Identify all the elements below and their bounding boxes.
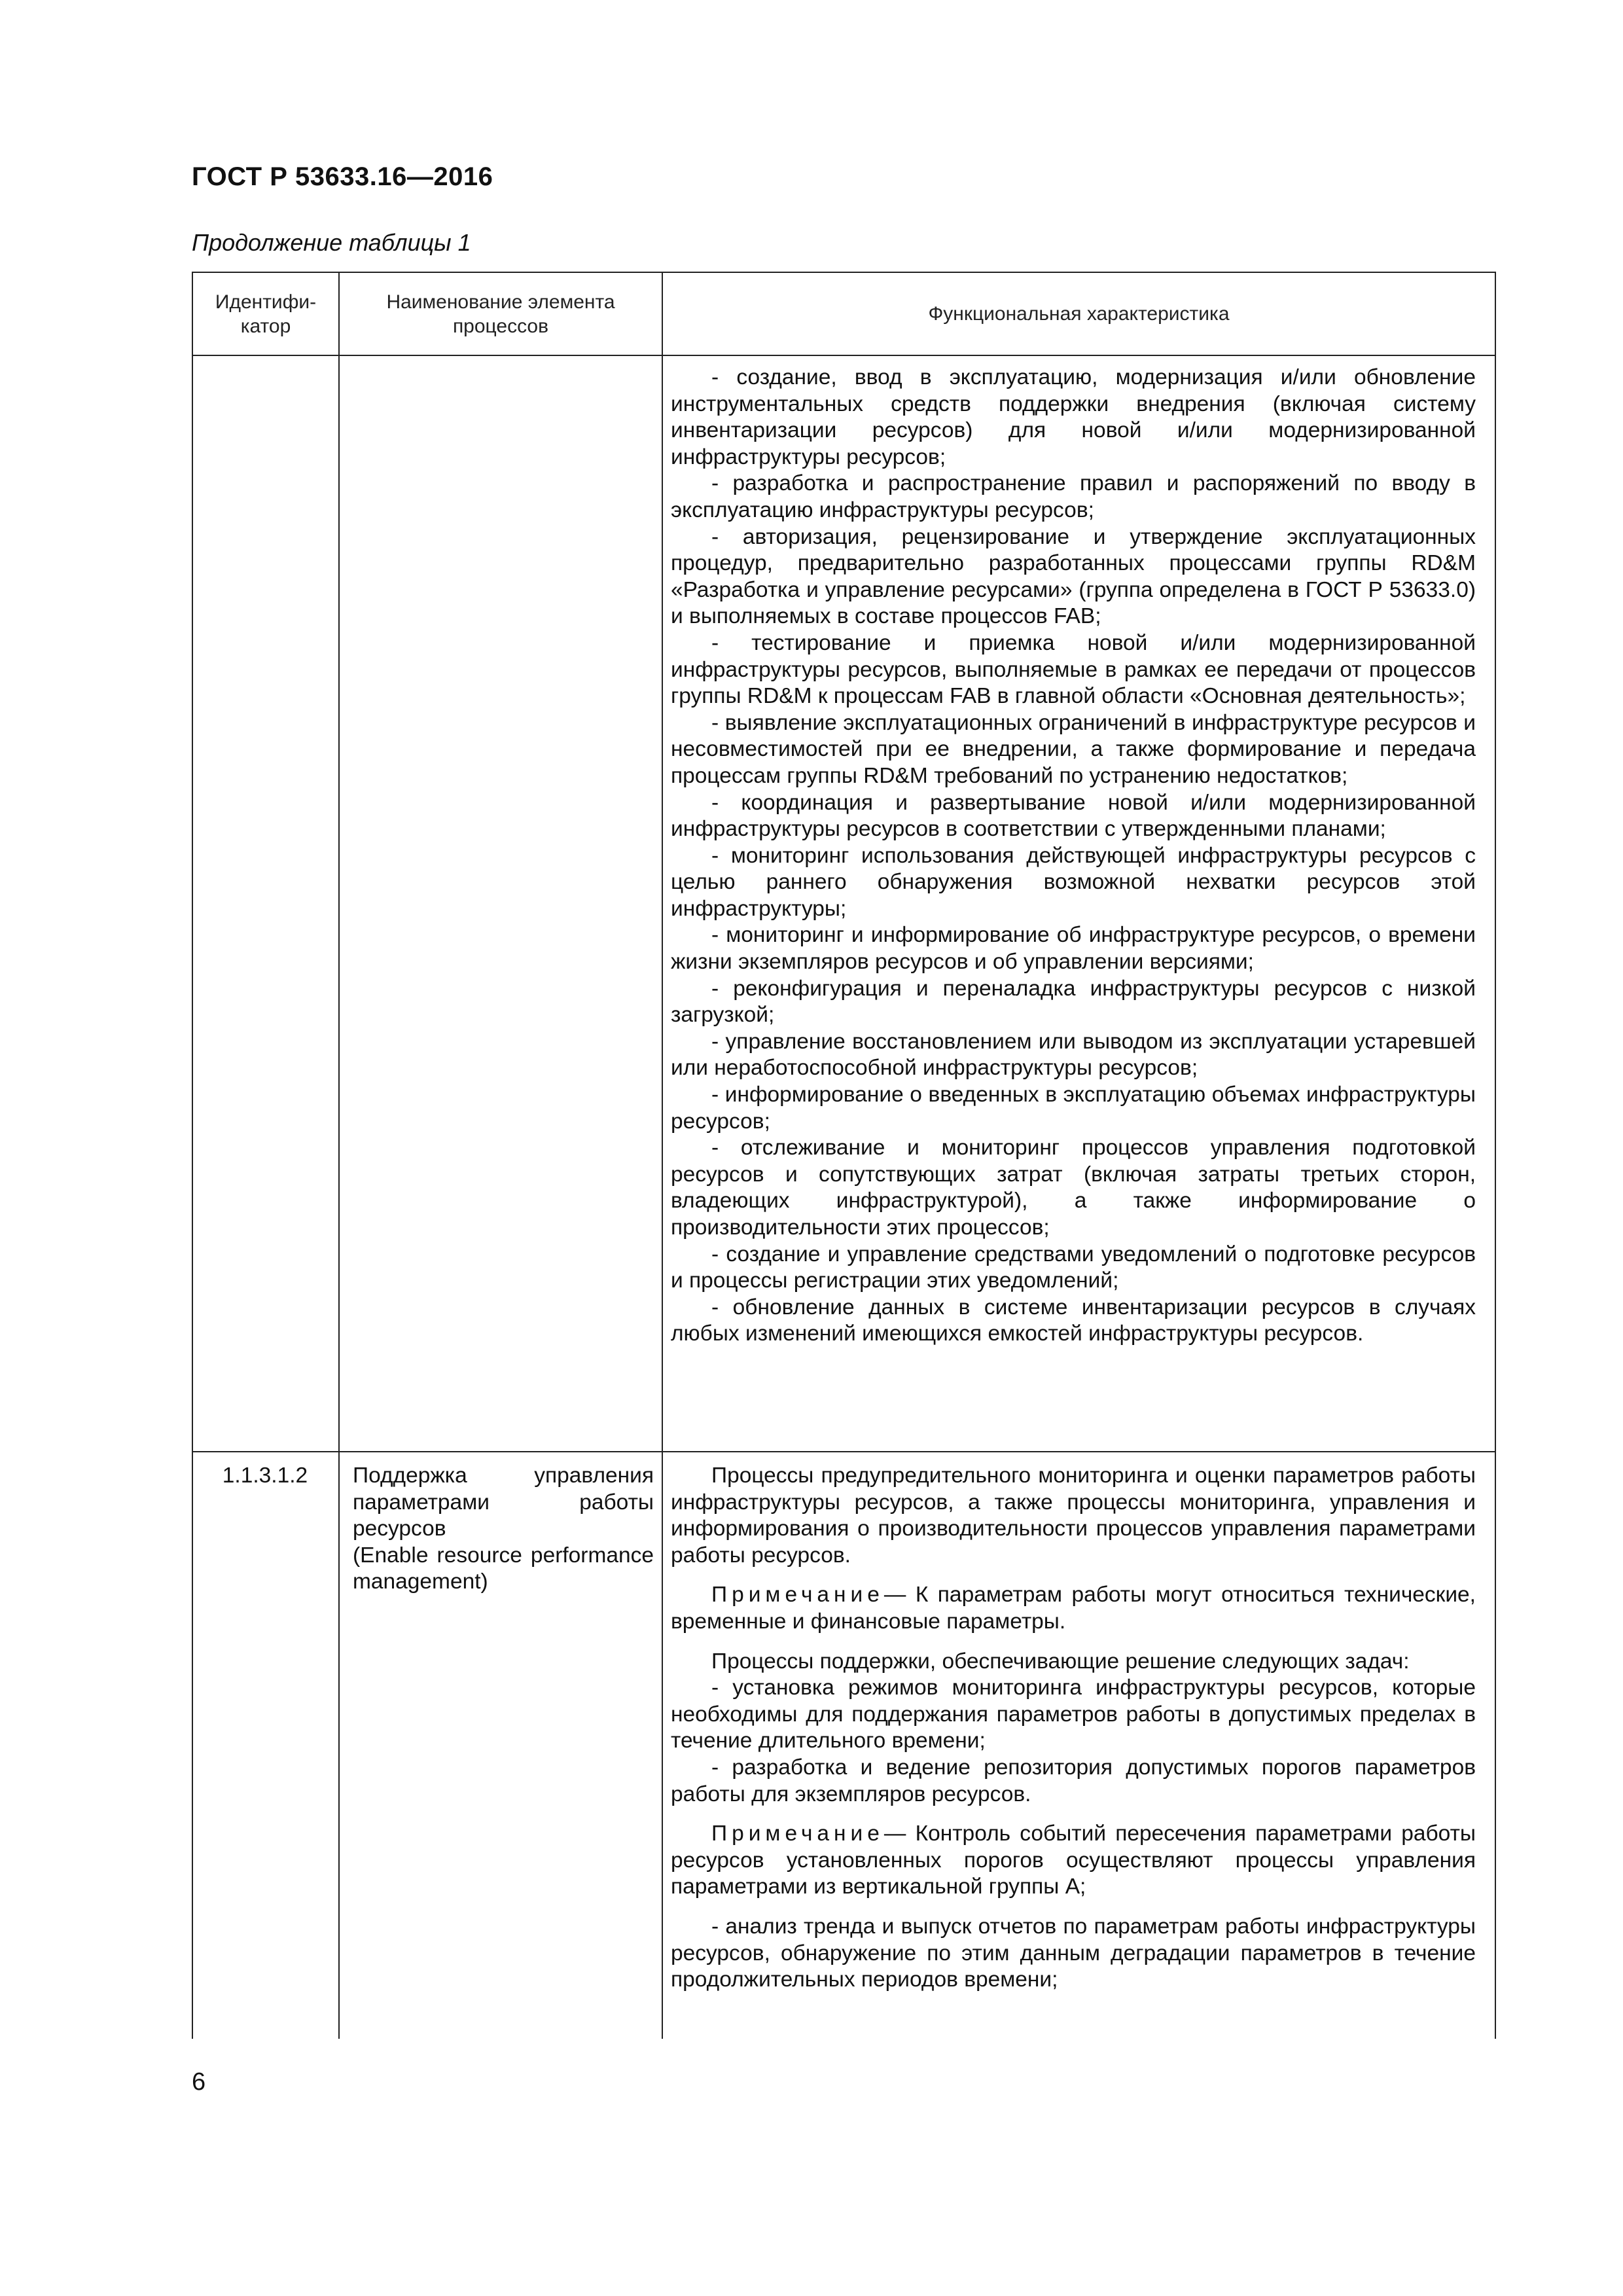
table-left-border <box>192 272 193 2039</box>
list-item: - реконфигурация и переналадка инфраструктуры ресурсов с низкой загрузкой; <box>671 976 1476 1028</box>
table-caption: Продолжение таблицы 1 <box>192 229 471 256</box>
list-item: - создание, ввод в эксплуатацию, модернизация и/или обновление инструментальных средств поддержки внедрения (включая систему инвентаризации ресурсов) для новой и/или модернизированной инфраструктуры ресурсов; <box>671 365 1476 469</box>
page-number: 6 <box>192 2068 206 2096</box>
row1-characteristic <box>671 365 1476 1348</box>
row2-identifier: 1.1.3.1.2 <box>222 1463 308 1488</box>
header-element-name-text: Наименование элемента процессов <box>386 291 615 337</box>
list-item: - мониторинг использования действующей инфраструктуры ресурсов с целью раннего обнаружения возможной нехватки ресурсов этой инфраструктуры; <box>671 843 1476 921</box>
row-separator <box>192 1451 1496 1452</box>
list-item: - координация и развертывание новой и/или модернизированной инфраструктуры ресурсов в соответствии с утвержденными планами; <box>671 790 1476 842</box>
list-item: - разработка и распространение правил и распоряжений по вводу в эксплуатацию инфраструктуры ресурсов; <box>671 471 1476 522</box>
header-functional-characteristic-text: Функциональная характеристика <box>928 303 1230 325</box>
list-item: - обновление данных в системе инвентаризации ресурсов в случаях любых изменений имеющихся емкостей инфраструктуры ресурсов. <box>671 1295 1476 1346</box>
header-functional-characteristic <box>663 273 1495 355</box>
element-name-ru: Поддержка управления параметрами работы ресурсов <box>353 1463 654 1541</box>
table-right-border <box>1495 272 1496 2039</box>
note <box>671 1821 1476 1901</box>
list-item: - мониторинг и информирование об инфраструктуре ресурсов, о времени жизни экземпляров ресурсов и об управлении версиями; <box>671 923 1476 975</box>
process-table <box>192 272 1496 2039</box>
header-identifier-text: Идентифи- катор <box>215 291 317 337</box>
row2-element-name <box>353 1463 654 1596</box>
paragraph: Процессы поддержки, обеспечивающие решение следующих задач: <box>711 1649 1410 1674</box>
col-divider-2 <box>662 272 663 2039</box>
list-item: - установка режимов мониторинга инфраструктуры ресурсов, которые необходимы для поддержания параметров работы в допустимых пределах в течение длительного времени; <box>671 1676 1476 1753</box>
list-item: - тестирование и приемка новой и/или модернизированной инфраструктуры ресурсов, выполняемые в рамках ее передачи от процессов группы RD&M к процессам FAB в главной области «Основная деятельность»; <box>671 630 1476 709</box>
row2-characteristic <box>671 1463 1476 1994</box>
paragraph: Процессы предупредительного мониторинга и оценки параметров работы инфраструктуры ресурсов, а также процессы мониторинга, управления и информирования о производительности процессов управления параметрами работы ресурсов. <box>671 1463 1476 1568</box>
note-label: Примечание <box>711 1821 884 1846</box>
note-text: — Контроль событий пересечения параметрами работы ресурсов установленных порогов осуществляют процессы управления параметрами из вертикальной группы А; <box>671 1821 1476 1899</box>
list-item: - авторизация, рецензирование и утверждение эксплуатационных процедур, предварительно разработанных процессами группы RD&M «Разработка и управление ресурсами» (группа определена в ГОСТ Р 53633.0) и выполняемых в составе процессов FAB; <box>671 524 1476 629</box>
col-divider-1 <box>338 272 340 2039</box>
list-item: - информирование о введенных в эксплуатацию объемах инфраструктуры ресурсов; <box>671 1083 1476 1134</box>
element-name-en: (Enable resource performance management) <box>353 1543 654 1594</box>
list-item: - анализ тренда и выпуск отчетов по параметрам работы инфраструктуры ресурсов, обнаружение по этим данным деградации параметров в течение продолжительных периодов времени; <box>671 1914 1476 1992</box>
list-item: - отслеживание и мониторинг процессов управления подготовкой ресурсов и сопутствующих затрат (включая затраты третьих сторон, владеющих инфраструктурой), а также информирование о производительности этих процессов; <box>671 1136 1476 1240</box>
list-item: - создание и управление средствами уведомлений о подготовке ресурсов и процессы регистрации этих уведомлений; <box>671 1242 1476 1293</box>
note <box>671 1582 1476 1635</box>
document-code: ГОСТ Р 53633.16—2016 <box>192 162 493 191</box>
header-bottom-border <box>192 355 1496 356</box>
header-element-name <box>340 273 662 355</box>
note-text: — К параметрам работы могут относиться технические, временные и финансовые параметры. <box>671 1583 1476 1634</box>
list-item: - разработка и ведение репозитория допустимых порогов параметров работы для экземпляров ресурсов. <box>671 1755 1476 1806</box>
list-item: - управление восстановлением или выводом из эксплуатации устаревшей или неработоспособной инфраструктуры ресурсов; <box>671 1029 1476 1081</box>
note-label: Примечание <box>711 1583 884 1607</box>
header-identifier <box>193 273 338 355</box>
list-item: - выявление эксплуатационных ограничений в инфраструктуре ресурсов и несовместимостей при ее внедрении, а также формирование и передача процессам группы RD&M требований по устранению недостатков; <box>671 710 1476 788</box>
